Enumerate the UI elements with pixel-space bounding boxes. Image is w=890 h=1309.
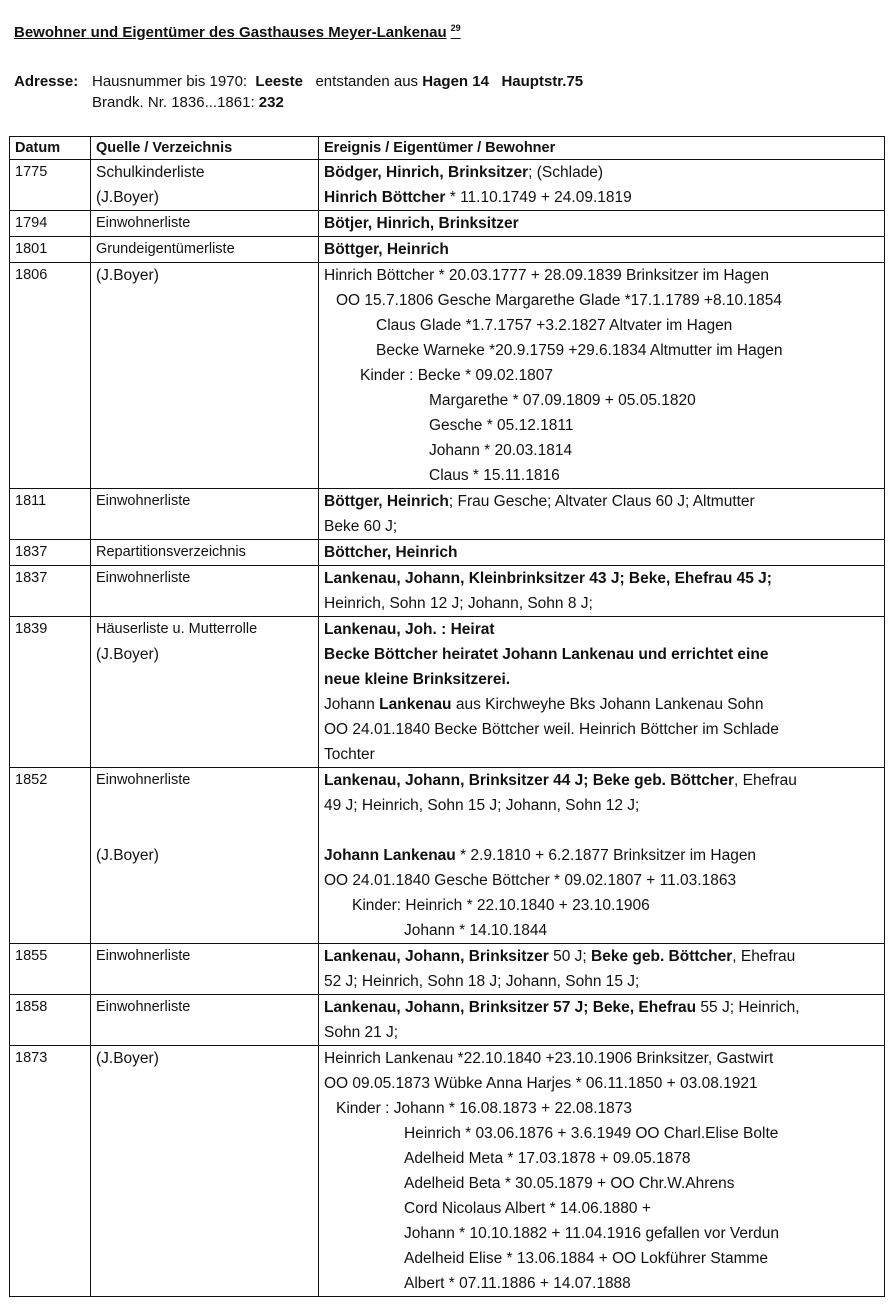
event-text: Johann * 20.03.1814	[429, 442, 573, 459]
source-cell: Einwohnerliste	[91, 566, 319, 617]
event-bold: Johann Lankenau	[324, 847, 456, 864]
table-row	[10, 566, 885, 617]
header-event: Ereignis / Eigentümer / Bewohner	[319, 137, 885, 160]
table-row	[10, 489, 885, 540]
event-text: Kinder: Heinrich * 22.10.1840 + 23.10.1906	[352, 897, 650, 914]
fire-register-label: Brandk. Nr. 1836...1861:	[92, 94, 255, 111]
event-text: 52 J; Heinrich, Sohn 18 J; Johann, Sohn 15 J;	[324, 973, 640, 990]
event-text: Tochter	[324, 746, 375, 763]
event-text: Johann	[324, 696, 380, 713]
event-bold: Becke Böttcher heiratet Johann Lankenau und errichtet eine	[324, 646, 769, 663]
source-text: Schulkinderliste	[96, 164, 205, 181]
event-text: Johann * 10.10.1882 + 11.04.1916 gefallen vor Verdun	[404, 1225, 780, 1242]
event-bold: Lankenau, Johann, Brinksitzer	[324, 948, 549, 965]
date-cell: 1839	[10, 617, 91, 768]
event-text: Heinrich Lankenau *22.10.1840 +23.10.1906 Brinksitzer, Gastwirt	[324, 1050, 774, 1067]
table-header-row	[10, 137, 885, 160]
event-text: Hinrich Böttcher * 20.03.1777 + 28.09.1839 Brinksitzer im Hagen	[324, 267, 770, 284]
event-cell	[319, 1046, 885, 1297]
event-text: OO 24.01.1840 Becke Böttcher weil. Heinrich Böttcher im Schlade	[324, 721, 779, 738]
event-text: Heinrich, Sohn 12 J; Johann, Sohn 8 J;	[324, 595, 593, 612]
date-cell: 1775	[10, 160, 91, 211]
event-text: Adelheid Meta * 17.03.1878 + 09.05.1878	[404, 1150, 691, 1167]
event-text: Beke 60 J;	[324, 518, 398, 535]
records-table	[9, 136, 885, 1297]
event-bold: neue kleine Brinksitzerei.	[324, 671, 511, 688]
event-cell	[319, 540, 885, 566]
date-cell: 1858	[10, 995, 91, 1046]
table-row	[10, 540, 885, 566]
event-bold: Lankenau, Johann, Kleinbrinksitzer 43 J; Beke, Ehefrau 45 J;	[324, 570, 772, 587]
source-text: (J.Boyer)	[96, 189, 159, 206]
event-bold: Lankenau	[379, 696, 452, 713]
source-cell: Einwohnerliste	[91, 489, 319, 540]
date-cell: 1852	[10, 768, 91, 944]
table-row	[10, 263, 885, 489]
event-text: , Ehefrau	[732, 948, 796, 965]
date-cell: 1873	[10, 1046, 91, 1297]
source-text: (J.Boyer)	[96, 646, 159, 663]
event-text: Kinder : Becke * 09.02.1807	[360, 367, 554, 384]
table-row	[10, 768, 885, 944]
footnote-ref: 29	[450, 23, 461, 33]
table-row	[10, 211, 885, 237]
event-text: Sohn 21 J;	[324, 1024, 399, 1041]
header-date: Datum	[10, 137, 91, 160]
address-block	[14, 71, 583, 113]
date-cell: 1811	[10, 489, 91, 540]
street-address: Hauptstr.75	[501, 73, 584, 90]
source-cell: (J.Boyer)	[91, 263, 319, 489]
source-cell: Repartitionsverzeichnis	[91, 540, 319, 566]
event-text: * 11.10.1749 + 24.09.1819	[445, 189, 632, 206]
event-bold: Böttger, Heinrich	[324, 241, 449, 258]
event-text: Claus * 15.11.1816	[429, 467, 560, 484]
event-text: Cord Nicolaus Albert * 14.06.1880 +	[404, 1200, 651, 1217]
source-cell	[91, 768, 319, 944]
event-text: Gesche * 05.12.1811	[429, 417, 574, 434]
event-text: Adelheid Elise * 13.06.1884 + OO Lokführer Stamme	[404, 1250, 769, 1267]
event-text: , Ehefrau	[734, 772, 797, 789]
event-cell	[319, 566, 885, 617]
event-text: Heinrich * 03.06.1876 + 3.6.1949 OO Charl.Elise Bolte	[404, 1125, 779, 1142]
event-text: Becke Warneke *20.9.1759 +29.6.1834 Altmutter im Hagen	[376, 342, 783, 359]
date-cell: 1801	[10, 237, 91, 263]
event-text: Johann * 14.10.1844	[404, 922, 548, 939]
source-text: Häuserliste u. Mutterrolle	[96, 621, 258, 637]
event-cell	[319, 944, 885, 995]
source-cell: Einwohnerliste	[91, 211, 319, 237]
source-cell	[91, 617, 319, 768]
event-cell	[319, 617, 885, 768]
address-line-1	[14, 71, 583, 92]
event-text: aus Kirchweyhe Bks Johann Lankenau Sohn	[451, 696, 764, 713]
table-row	[10, 995, 885, 1046]
source-cell: Einwohnerliste	[91, 944, 319, 995]
event-text: Adelheid Beta * 30.05.1879 + OO Chr.W.Ahrens	[404, 1175, 735, 1192]
origin-text: entstanden aus	[315, 73, 419, 90]
house-number-label: Hausnummer bis 1970:	[92, 73, 248, 90]
table-row	[10, 944, 885, 995]
event-bold: Bödger, Hinrich, Brinksitzer	[324, 164, 529, 181]
header-source: Quelle / Verzeichnis	[91, 137, 319, 160]
event-text: Claus Glade *1.7.1757 +3.2.1827 Altvater im Hagen	[376, 317, 733, 334]
source-cell: Grundeigentümerliste	[91, 237, 319, 263]
source-text: Einwohnerliste	[96, 772, 191, 788]
date-cell: 1855	[10, 944, 91, 995]
table-row	[10, 237, 885, 263]
event-bold: Lankenau, Johann, Brinksitzer 44 J; Beke geb. Böttcher	[324, 772, 735, 789]
title-text: Bewohner und Eigentümer des Gasthauses Meyer-Lankenau	[14, 24, 447, 41]
old-address: Hagen 14	[422, 73, 489, 90]
event-text: Kinder : Johann * 16.08.1873 + 22.08.1873	[336, 1100, 633, 1117]
fire-register-number: 232	[258, 94, 284, 111]
date-cell: 1806	[10, 263, 91, 489]
event-bold: Hinrich Böttcher	[324, 189, 446, 206]
event-text: OO 09.05.1873 Wübke Anna Harjes * 06.11.1850 + 03.08.1921	[324, 1075, 758, 1092]
event-bold: Lankenau, Johann, Brinksitzer 57 J; Beke, Ehefrau	[324, 999, 697, 1016]
source-cell: (J.Boyer)	[91, 1046, 319, 1297]
event-text: 49 J; Heinrich, Sohn 15 J; Johann, Sohn 12 J;	[324, 797, 640, 814]
source-cell	[91, 160, 319, 211]
event-text: ; Frau Gesche; Altvater Claus 60 J; Altmutter	[448, 493, 755, 510]
event-bold: Böttcher, Heinrich	[324, 544, 458, 561]
date-cell: 1837	[10, 566, 91, 617]
date-cell: 1837	[10, 540, 91, 566]
event-cell	[319, 237, 885, 263]
event-text: OO 24.01.1840 Gesche Böttcher * 09.02.1807 + 11.03.1863	[324, 872, 737, 889]
event-text: * 2.9.1810 + 6.2.1877 Brinksitzer im Hagen	[455, 847, 757, 864]
event-cell	[319, 768, 885, 944]
event-bold: Lankenau, Joh. : Heirat	[324, 621, 495, 638]
source-cell: Einwohnerliste	[91, 995, 319, 1046]
event-text: OO 15.7.1806 Gesche Margarethe Glade *17.1.1789 +8.10.1854	[336, 292, 782, 309]
date-cell: 1794	[10, 211, 91, 237]
event-bold: Böttger, Heinrich	[324, 493, 449, 510]
event-text: ; (Schlade)	[528, 164, 604, 181]
event-cell	[319, 263, 885, 489]
event-cell	[319, 211, 885, 237]
event-bold: Bötjer, Hinrich, Brinksitzer	[324, 215, 519, 232]
address-label: Adresse:	[14, 73, 79, 90]
table-row	[10, 617, 885, 768]
table-row	[10, 1046, 885, 1297]
address-line-2	[14, 92, 583, 113]
document-title	[14, 23, 461, 41]
event-text: Margarethe * 07.09.1809 + 05.05.1820	[429, 392, 696, 409]
table-row	[10, 160, 885, 211]
event-text: 50 J;	[548, 948, 592, 965]
event-cell	[319, 995, 885, 1046]
event-bold: Beke geb. Böttcher	[591, 948, 733, 965]
event-cell	[319, 160, 885, 211]
event-text: 55 J; Heinrich,	[696, 999, 800, 1016]
place-name: Leeste	[255, 73, 303, 90]
source-text: (J.Boyer)	[96, 847, 159, 864]
event-cell	[319, 489, 885, 540]
event-text: Albert * 07.11.1886 + 14.07.1888	[404, 1275, 631, 1292]
